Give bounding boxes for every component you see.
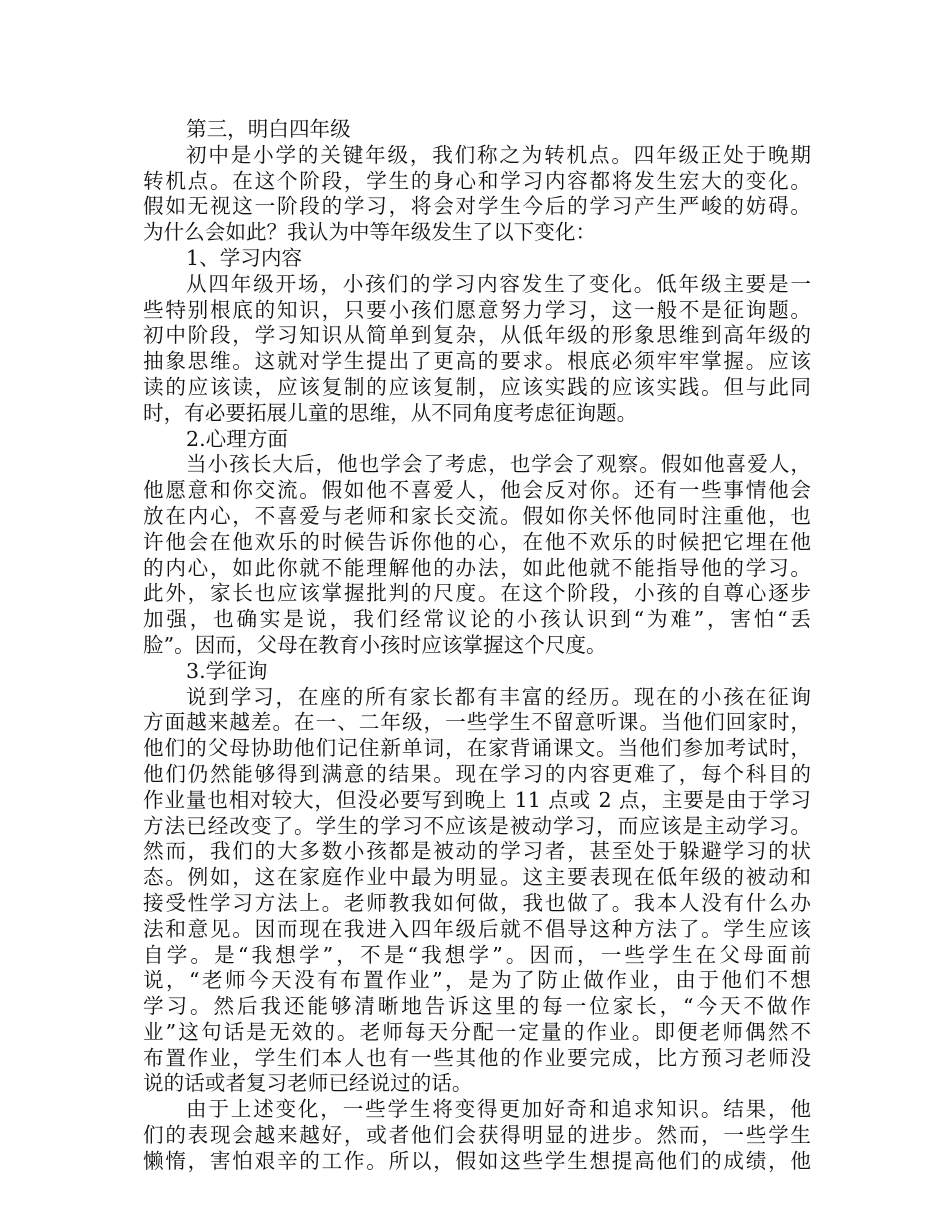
text-line: 学习。然后我还能够清晰地告诉这里的每一位家长，“今天不做作	[143, 994, 811, 1019]
document-body	[143, 117, 811, 1175]
text-line: 为什么会如此？我认为中等年级发生了以下变化：	[143, 220, 597, 245]
text-line: 假如无视这一阶段的学习，将会对学生今后的学习产生严峻的妨碍。	[143, 194, 811, 219]
text-line: 说的话或者复习老师已经说过的话。	[143, 1071, 473, 1096]
text-line: 初中是小学的关键年级，我们称之为转机点。四年级正处于晚期	[186, 142, 811, 167]
text-line: 时，有必要拓展儿童的思维，从不同角度考虑征询题。	[143, 400, 638, 425]
text-line: 读的应该读，应该复制的应该复制，应该实践的应该实践。但与此同	[143, 374, 811, 399]
text-line: 态。例如，这在家庭作业中最为明显。这主要表现在低年级的被动和	[143, 865, 811, 890]
text-line: 们的表现会越来越好，或者他们会获得明显的进步。然而，一些学生	[143, 1123, 811, 1148]
text-line: 他们的父母协助他们记住新单词，在家背诵课文。当他们参加考试时，	[143, 736, 811, 761]
text-line: 由于上述变化，一些学生将变得更加好奇和追求知识。结果，他	[186, 1097, 811, 1122]
text-line: 转机点。在这个阶段，学生的身心和学习内容都将发生宏大的变化。	[143, 168, 811, 193]
text-line: 从四年级开场，小孩们的学习内容发生了变化。低年级主要是一	[186, 271, 811, 296]
text-line: 放在内心，不喜爱与老师和家长交流。假如你关怀他同时注重他，也	[143, 503, 811, 528]
text-line: 法和意见。因而现在我进入四年级后就不倡导这种方法了。学生应该	[143, 916, 811, 941]
text-line: 方法已经改变了。学生的学习不应该是被动学习，而应该是主动学习。	[143, 813, 811, 838]
text-line: 自学。是“我想学”，不是“我想学”。因而，一些学生在父母面前	[143, 942, 811, 967]
text-line: 说到学习，在座的所有家长都有丰富的经历。现在的小孩在征询	[186, 684, 811, 709]
text-line: 此外，家长也应该掌握批判的尺度。在这个阶段，小孩的自尊心逐步	[143, 581, 811, 606]
text-line: 他愿意和你交流。假如他不喜爱人，他会反对你。还有一些事情他会	[143, 478, 811, 503]
text-line: 初中阶段，学习知识从简单到复杂，从低年级的形象思维到高年级的	[143, 323, 811, 348]
text-line: 加强，也确实是说，我们经常议论的小孩认识到“为难”，害怕“丢	[143, 607, 811, 632]
text-line: 许他会在他欢乐的时候告诉你他的心，在他不欢乐的时候把它埋在他	[143, 529, 811, 554]
text-line: 业”这句话是无效的。老师每天分配一定量的作业。即便老师偶然不	[143, 1019, 811, 1044]
text-line: 抽象思维。这就对学生提出了更高的要求。根底必须牢牢掌握。应该	[143, 349, 811, 374]
text-line: 当小孩长大后，他也学会了考虑，也学会了观察。假如他喜爱人，	[186, 452, 811, 477]
text-line: 作业量也相对较大，但没必要写到晚上 11 点或 2 点，主要是由于学习	[143, 787, 811, 812]
text-line: 方面越来越差。在一、二年级，一些学生不留意听课。当他们回家时，	[143, 710, 811, 735]
text-line: 脸”。因而，父母在教育小孩时应该掌握这个尺度。	[143, 632, 607, 657]
text-line: 说，“老师今天没有布置作业”，是为了防止做作业，由于他们不想	[143, 968, 811, 993]
text-line: 然而，我们的大多数小孩都是被动的学习者，甚至处于躲避学习的状	[143, 839, 811, 864]
text-line: 懒惰，害怕艰辛的工作。所以，假如这些学生想提高他们的成绩，他	[143, 1148, 811, 1173]
text-line: 3.学征询	[186, 658, 268, 683]
text-line: 的内心，如此你就不能理解他的办法，如此他就不能指导他的学习。	[143, 555, 811, 580]
text-line: 布置作业，学生们本人也有一些其他的作业要完成，比方预习老师没	[143, 1045, 811, 1070]
text-line: 些特别根底的知识，只要小孩们愿意努力学习，这一般不是征询题。	[143, 297, 811, 322]
text-line: 2.心理方面	[186, 426, 289, 451]
text-line: 第三，明白四年级	[186, 117, 351, 141]
text-line: 他们仍然能够得到满意的结果。现在学习的内容更难了，每个科目的	[143, 761, 811, 786]
text-line: 1、学习内容	[186, 245, 303, 270]
text-line: 接受性学习方法上。老师教我如何做，我也做了。我本人没有什么办	[143, 890, 811, 915]
